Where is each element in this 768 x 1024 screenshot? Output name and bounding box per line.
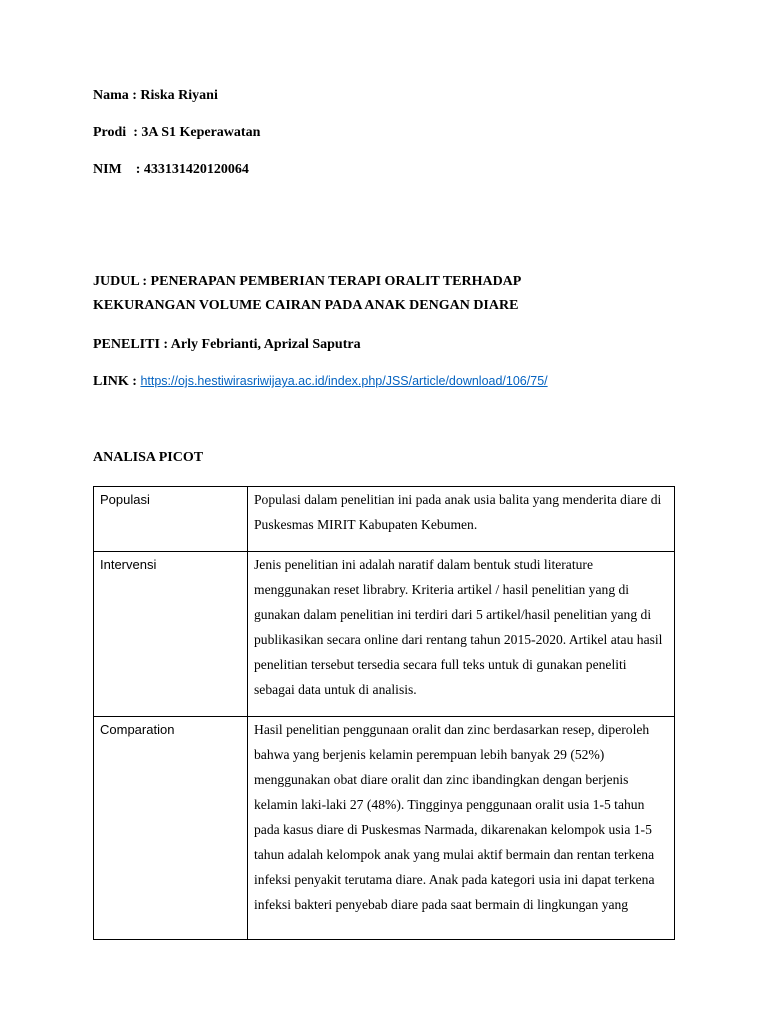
title-line-2: KEKURANGAN VOLUME CAIRAN PADA ANAK DENGAN DIARE: [93, 298, 519, 313]
link-line: [93, 374, 548, 390]
picot-table: [93, 486, 675, 940]
row-label-populasi: Populasi: [94, 487, 248, 552]
table-row: [94, 487, 675, 552]
student-id: NIM : 433131420120064: [93, 162, 249, 177]
row-text-intervensi: Jenis penelitian ini adalah naratif dalam bentuk studi literature menggunakan reset librabry. Kriteria artikel / hasil penelitian yang di gunakan dalam penelitian ini terdiri dari 5 artikel/hasil penelitian yang di publikasikan secara online dari rentang tahun 2015-2020. Artikel atau hasil penelitian tersebut tersedia secara full teks untuk di gunakan peneliti sebagai data untuk di analisis.: [248, 552, 675, 717]
row-label-comparation: Comparation: [94, 717, 248, 940]
row-text-populasi: Populasi dalam penelitian ini pada anak usia balita yang menderita diare di Puskesmas MIRIT Kabupaten Kebumen.: [248, 487, 675, 552]
article-link[interactable]: https://ojs.hestiwirasriwijaya.ac.id/index.php/JSS/article/download/106/75/: [140, 374, 548, 388]
row-cell-comparation: [248, 717, 675, 940]
study-program: Prodi : 3A S1 Keperawatan: [93, 125, 261, 140]
researchers: PENELITI : Arly Febrianti, Aprizal Saputra: [93, 337, 361, 352]
table-row: [94, 717, 675, 940]
student-name: Nama : Riska Riyani: [93, 88, 218, 103]
link-label: LINK :: [93, 374, 141, 389]
title-line-1: JUDUL : PENERAPAN PEMBERIAN TERAPI ORALIT TERHADAP: [93, 274, 522, 289]
table-row: [94, 552, 675, 717]
analysis-heading: ANALISA PICOT: [93, 450, 204, 465]
row-text-comparation: Hasil penelitian penggunaan oralit dan zinc berdasarkan resep, diperoleh bahwa yang berjenis kelamin perempuan lebih banyak 29 (52%) menggunakan obat diare oralit dan zinc ibandingkan dengan berjenis kelamin laki-laki 27 (48%). Tingginya penggunaan oralit usia 1-5 tahun pada kasus diare di Puskesmas Narmada, dikarenakan kelompok usia 1-5 tahun adalah kelompok anak yang mulai aktif bermain dan rentan terkena infeksi penyakit terutama diare. Anak pada kategori usia ini dapat terkena infeksi bakteri penyebab diare pada saat bermain di lingkungan yang: [254, 722, 655, 912]
row-label-intervensi: Intervensi: [94, 552, 248, 717]
